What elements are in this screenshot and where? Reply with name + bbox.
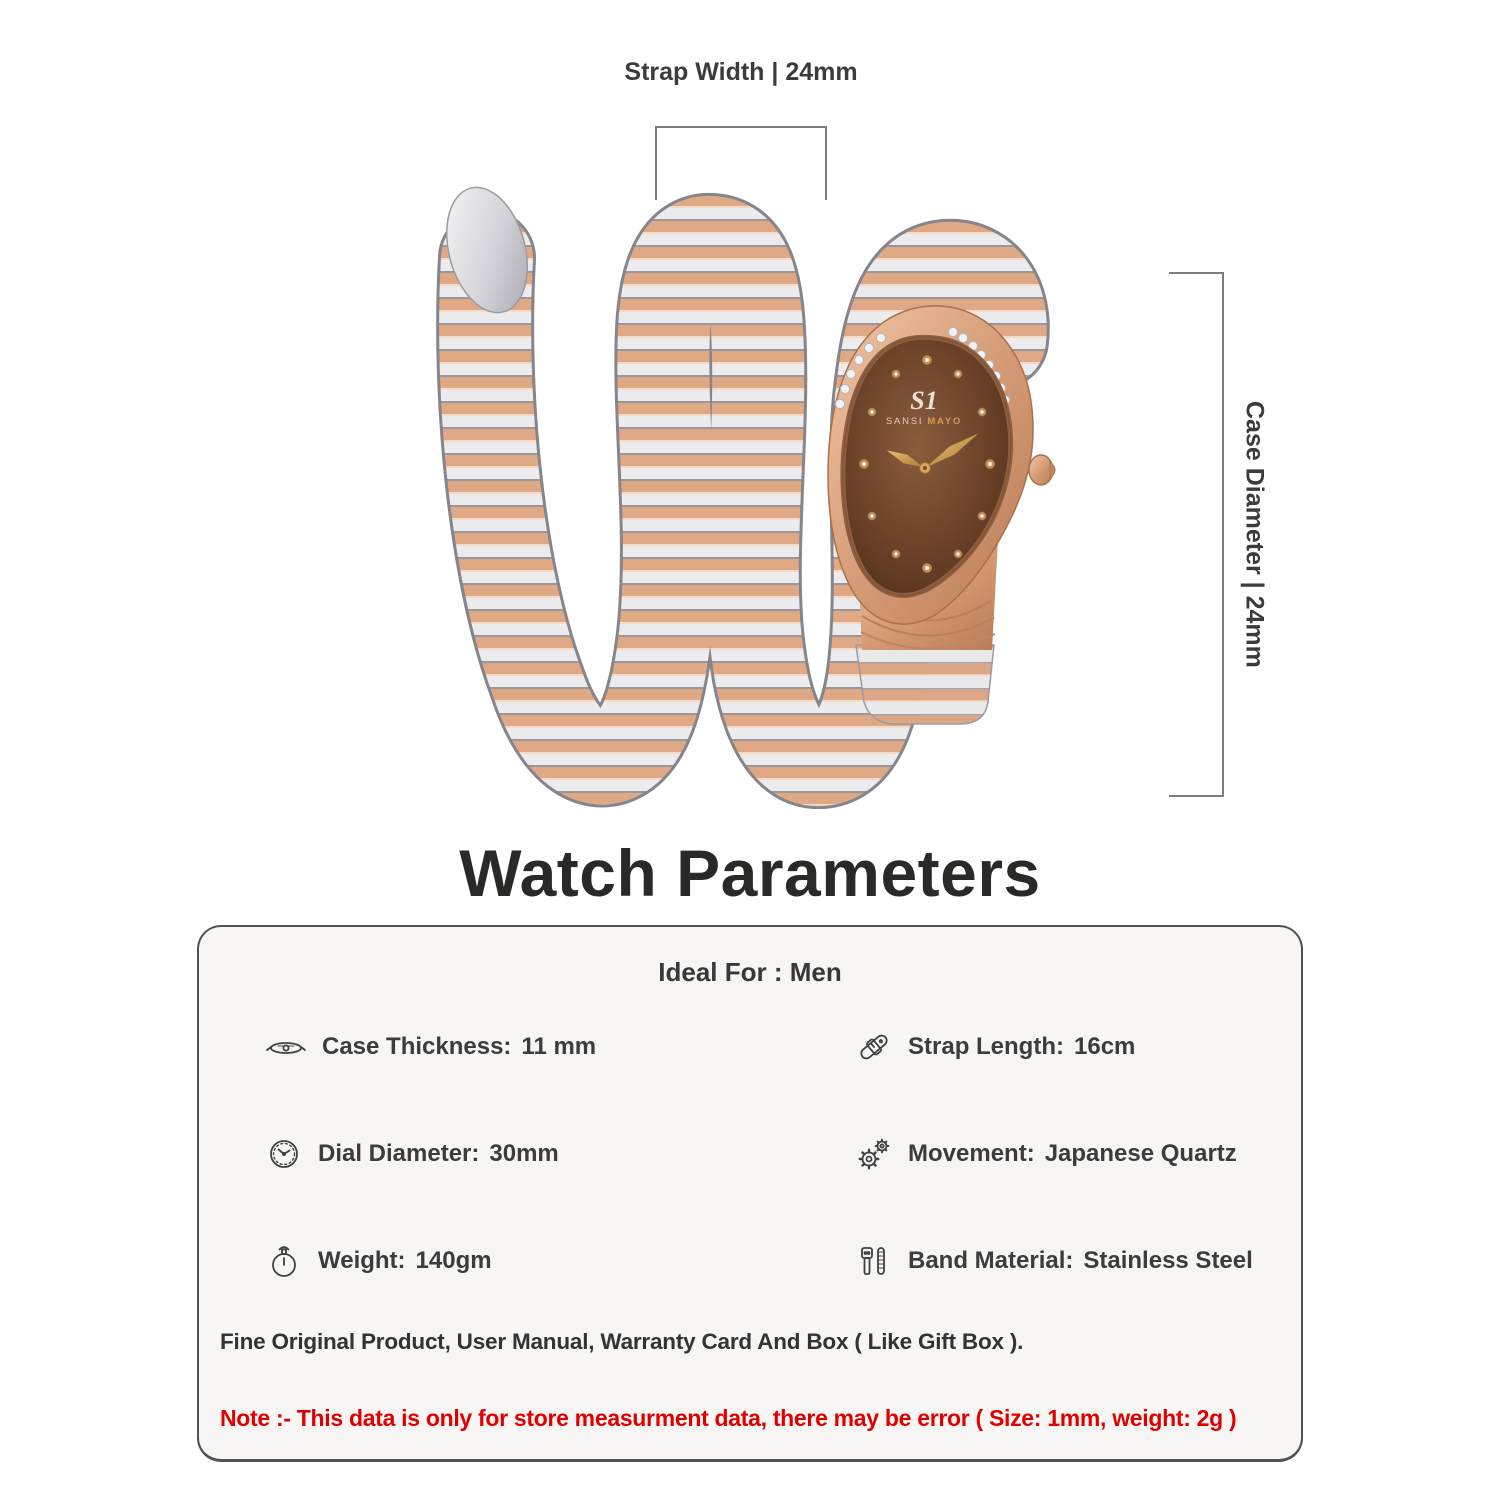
spec-label: Band Material: [908, 1246, 1074, 1274]
brand-monogram: S1 [910, 386, 938, 415]
snake-watch-illustration [400, 140, 1260, 840]
includes-line: Fine Original Product, User Manual, Warranty Card And Box ( Like Gift Box ). [220, 1329, 1024, 1354]
spec-value: Stainless Steel [1083, 1246, 1253, 1274]
spec-weight [264, 1241, 854, 1281]
watch-product-image [400, 140, 1260, 840]
spec-strap-length [854, 1027, 1284, 1067]
case-diameter-label: Case Diameter | 24mm [1240, 401, 1269, 668]
spec-label: Case Thickness: [322, 1032, 512, 1060]
spec-case-thickness [264, 1027, 854, 1067]
spec-label: Movement: [908, 1139, 1035, 1167]
spec-value: 140gm [415, 1246, 492, 1274]
spec-movement [854, 1134, 1284, 1174]
watch-crown [1029, 455, 1055, 485]
dial-diameter-icon [264, 1134, 304, 1174]
spec-label: Weight: [318, 1246, 406, 1274]
spec-label: Dial Diameter: [318, 1139, 480, 1167]
spec-grid [264, 993, 1284, 1314]
spec-value: 30mm [489, 1139, 559, 1167]
strap-width-label: Strap Width | 24mm [624, 58, 858, 86]
spec-value: Japanese Quartz [1044, 1139, 1237, 1167]
strap-length-icon [854, 1027, 894, 1067]
page-title: Watch Parameters [459, 836, 1041, 910]
brand-name: SANSI MAYO [885, 416, 963, 427]
weight-icon [264, 1241, 304, 1281]
spec-value: 16cm [1074, 1032, 1136, 1060]
case-thickness-icon [264, 1027, 308, 1067]
spec-label: Strap Length: [908, 1032, 1064, 1060]
spec-band-material [854, 1241, 1284, 1281]
note-line: Note :- This data is only for store measurment data, there may be error ( Size: 1mm, weight: 2g ) [220, 1405, 1237, 1431]
spec-value: 11 mm [521, 1032, 597, 1060]
spec-dial-diameter [264, 1134, 854, 1174]
watch-parameters-panel [197, 925, 1303, 1462]
movement-icon [854, 1134, 894, 1174]
ideal-for-text: Ideal For : Men [658, 957, 842, 987]
snake-neck-ribs [856, 645, 994, 724]
band-material-icon [854, 1241, 894, 1281]
